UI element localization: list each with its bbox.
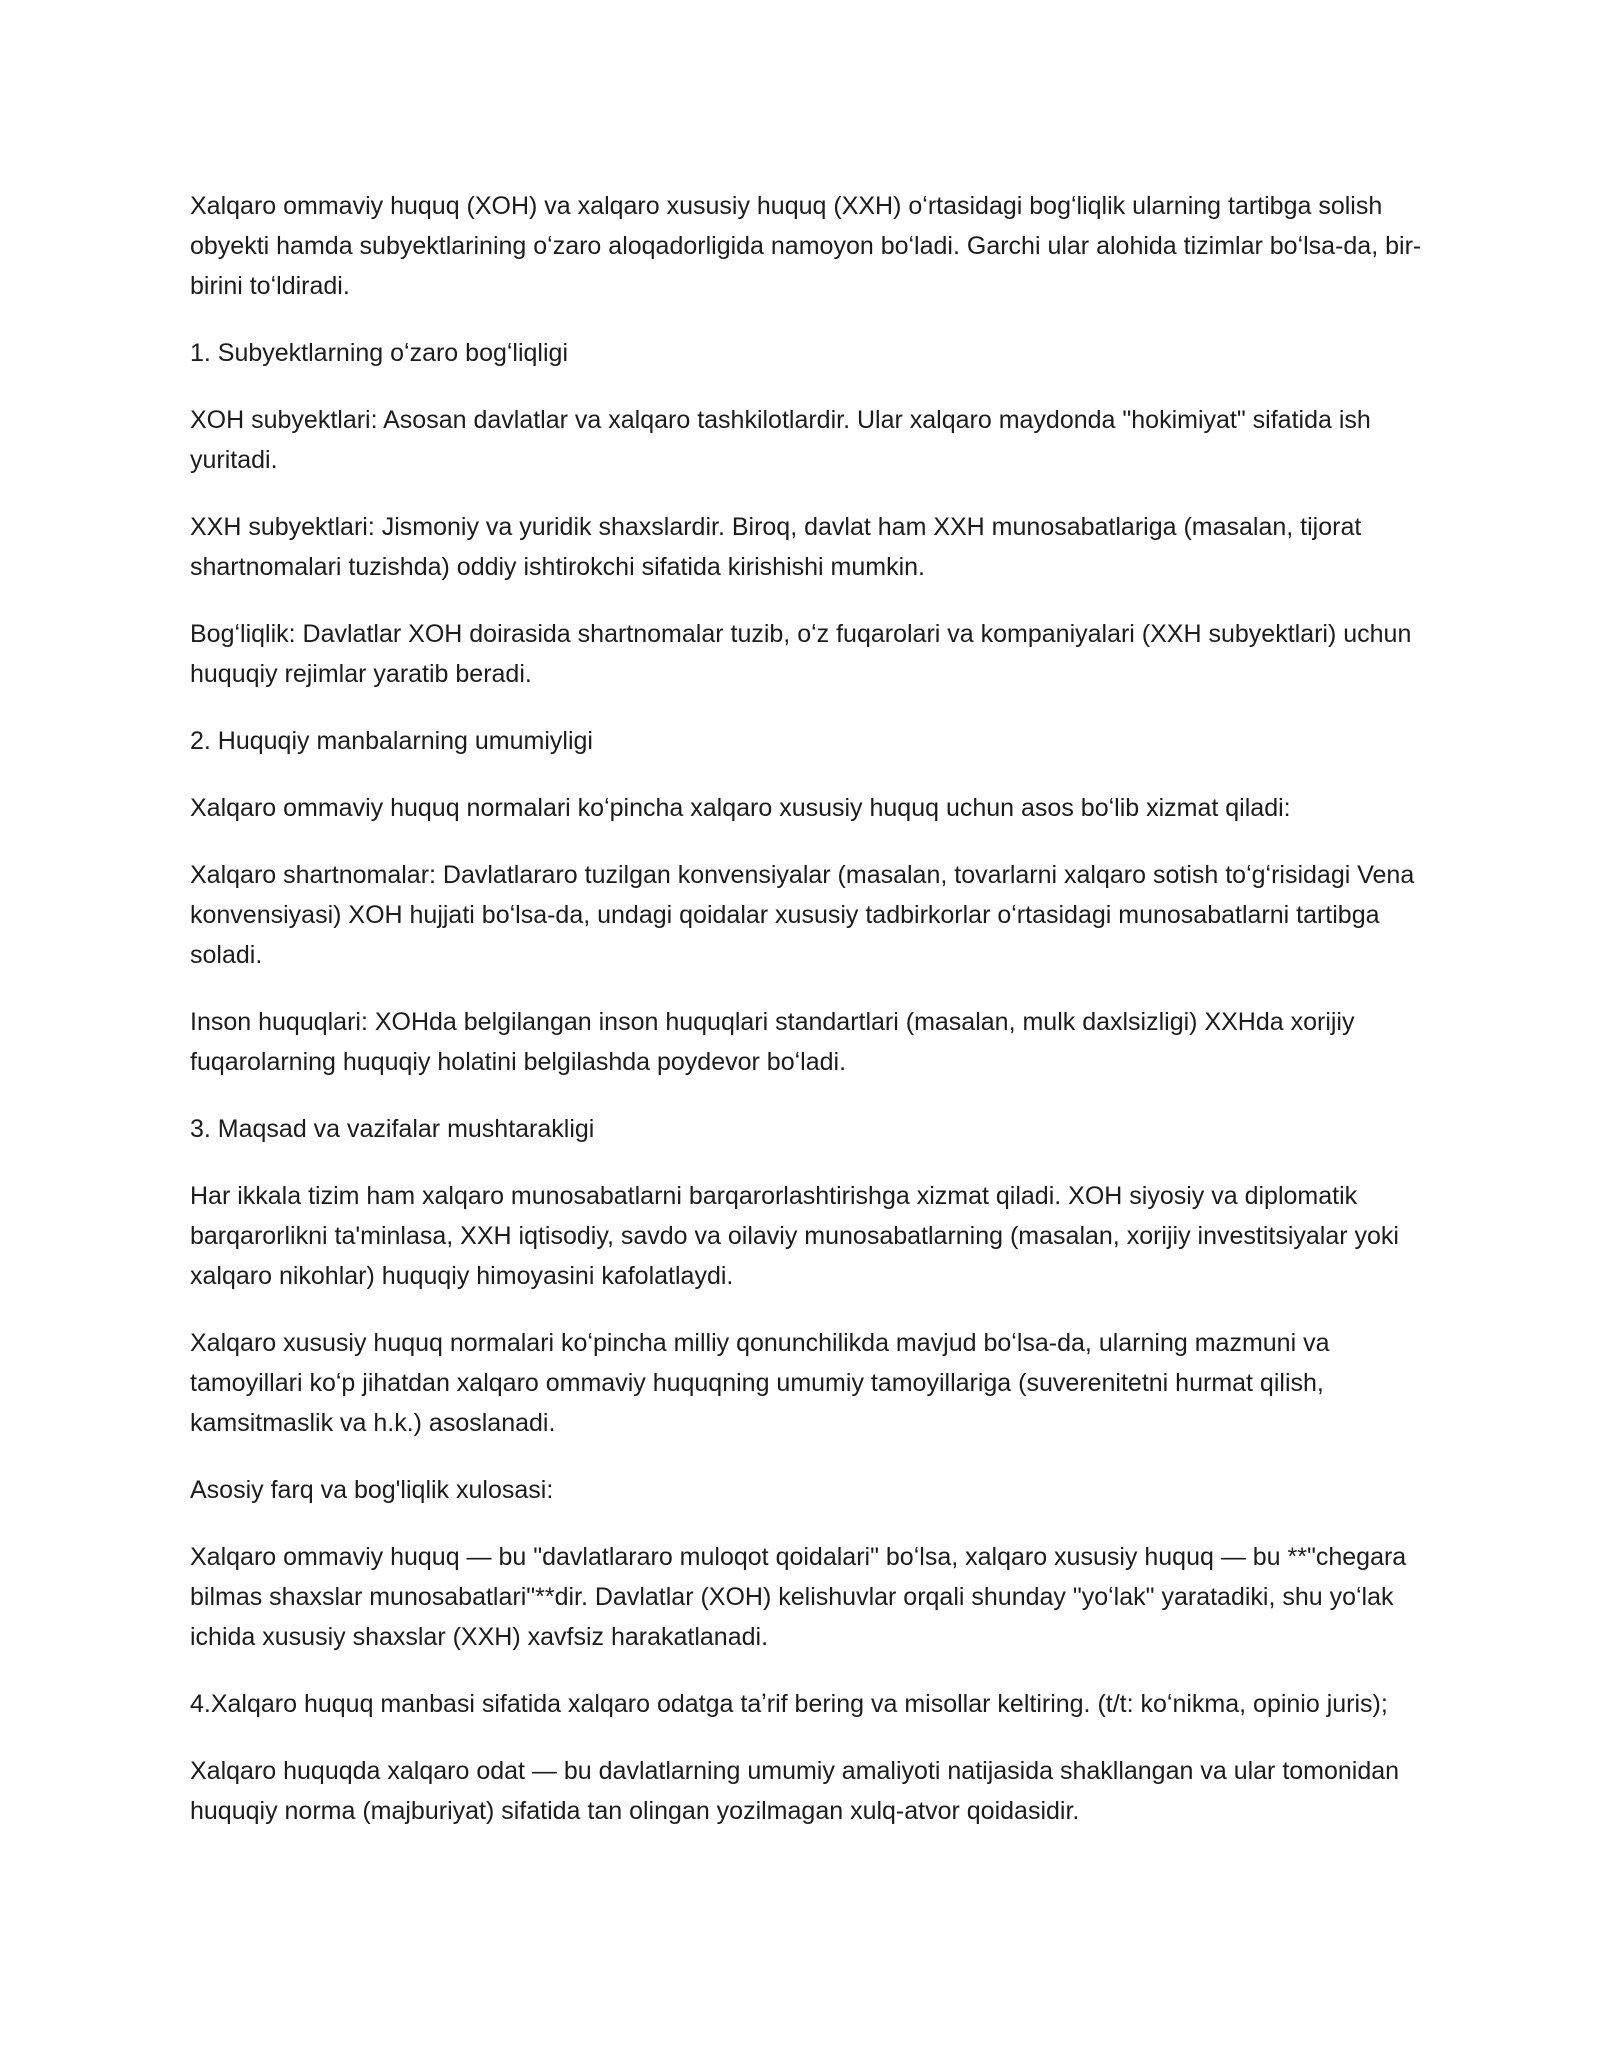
paragraph-treaties: Xalqaro shartnomalar: Davlatlararo tuzilgan konvensiyalar (masalan, tovarlarni xalqaro sotish toʻgʻrisidagi Vena konvensiyasi) XOH hujjati boʻlsa-da, undagi qoidalar xususiy tadbirkorlar oʻrtasidagi munosabatlarni tartibga soladi. <box>190 861 1415 969</box>
question-4: 4.Xalqaro huquq manbasi sifatida xalqaro odatga taʼrif bering va misollar keltiring. (t/t: koʻnikma, opinio juris); <box>190 1690 1388 1718</box>
section-heading-3: 3. Maqsad va vazifalar mushtarakligi <box>190 1115 595 1143</box>
paragraph-sources-intro: Xalqaro ommaviy huquq normalari koʻpincha xalqaro xususiy huquq uchun asos boʻlib xizmat qiladi: <box>190 794 1291 822</box>
paragraph-conclusion: Xalqaro ommaviy huquq — bu "davlatlararo muloqot qoidalari" boʻlsa, xalqaro xususiy huquq — bu **"chegara bilmas shaxslar munosabatlari"**dir. Davlatlar (XOH) kelishuvlar orqali shunday "yoʻlak" yaratadiki, shu yoʻlak ichida xususiy shaxslar (XXH) xavfsiz harakatlanadi. <box>190 1543 1407 1651</box>
section-heading-1: 1. Subyektlarning oʻzaro bogʻliqligi <box>190 339 569 367</box>
paragraph-human-rights: Inson huquqlari: XOHda belgilangan inson huquqlari standartlari (masalan, mulk daxlsizligi) XXHda xorijiy fuqarolarning huquqiy holatini belgilashda poydevor boʻladi. <box>190 1008 1355 1076</box>
document-body <box>190 186 1430 1858</box>
paragraph-connection: Bogʻliqlik: Davlatlar XOH doirasida shartnomalar tuzib, oʻz fuqarolari va kompaniyalari (XXH subyektlari) uchun huquqiy rejimlar yaratib beradi. <box>190 620 1412 688</box>
paragraph-goals: Har ikkala tizim ham xalqaro munosabatlarni barqarorlashtirishga xizmat qiladi. XOH siyosiy va diplomatik barqarorlikni ta'minlasa, XXH iqtisodiy, savdo va oilaviy munosabatlarning (masalan, xorijiy investitsiyalar yoki xalqaro nikohlar) huquqiy himoyasini kafolatlaydi. <box>190 1182 1399 1290</box>
conclusion-heading: Asosiy farq va bog'liqlik xulosasi: <box>190 1476 554 1504</box>
paragraph-xxh-subjects: XXH subyektlari: Jismoniy va yuridik shaxslardir. Biroq, davlat ham XXH munosabatlariga (masalan, tijorat shartnomalari tuzishda) oddiy ishtirokchi sifatida kirishishi mumkin. <box>190 513 1362 581</box>
paragraph-custom-definition: Xalqaro huquqda xalqaro odat — bu davlatlarning umumiy amaliyoti natijasida shakllangan va ular tomonidan huquqiy norma (majburiyat) sifatida tan olingan yozilmagan xulq-atvor qoidasidir. <box>190 1757 1400 1825</box>
section-heading-2: 2. Huquqiy manbalarning umumiyligi <box>190 727 593 755</box>
paragraph-private-law-norms: Xalqaro xususiy huquq normalari koʻpincha milliy qonunchilikda mavjud boʻlsa-da, ularning mazmuni va tamoyillari koʻp jihatdan xalqaro ommaviy huquqning umumiy tamoyillariga (suverenitetni hurmat qilish, kamsitmaslik va h.k.) asoslanadi. <box>190 1329 1330 1437</box>
paragraph-xoh-subjects: XOH subyektlari: Asosan davlatlar va xalqaro tashkilotlardir. Ular xalqaro maydonda "hokimiyat" sifatida ish yuritadi. <box>190 406 1371 474</box>
intro-paragraph: Xalqaro ommaviy huquq (XOH) va xalqaro xususiy huquq (XXH) oʻrtasidagi bogʻliqlik ularning tartibga solish obyekti hamda subyektlarining oʻzaro aloqadorligida namoyon boʻladi. Garchi ular alohida tizimlar boʻlsa-da, bir-birini toʻldiradi. <box>190 192 1422 300</box>
